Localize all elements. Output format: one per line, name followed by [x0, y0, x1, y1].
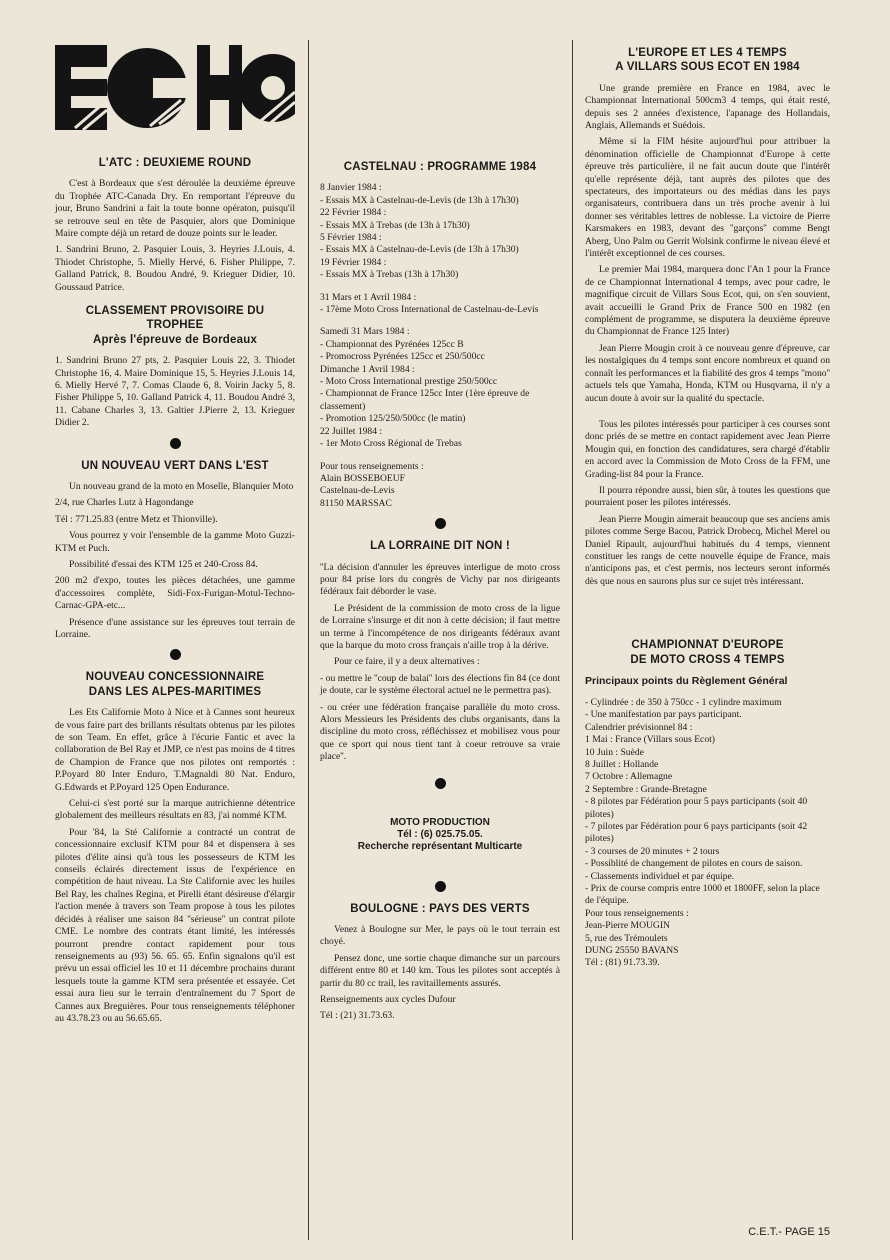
page-number: C.E.T.- PAGE 15: [748, 1226, 830, 1238]
europe-paragraph: Jean Pierre Mougin aimerait beaucoup que ses anciens amis pilotes comme Serge Bacou, Patrick Drobecq, Michel Merel ou Daniel Ripault, aujourd'hui habitués du 4 temps, viennent constituer les rangs de cette nouvelle équipe de France, mais n'anticipons pas, et c'est permis, nos lecteurs seront informés dès que nous en saurons plus sur ce sujet très intéressant.: [585, 513, 830, 587]
vert-paragraph: Possibilité d'essai des KTM 125 et 240-Cross 84.: [69, 559, 258, 570]
text-line: Pour tous renseignements :: [585, 907, 689, 919]
text-line: - Cylindrée : de 350 à 750cc - 1 cylindre maximum: [585, 696, 782, 708]
castelnau-weekend: [320, 326, 560, 450]
europe-paragraph: Même si la FIM hésite aujourd'hui pour attribuer la dénomination officielle de Championnat d'Europe à cette épreuve très particulière, il ne fait aucun doute que l'intérêt qu'elle représente déjà, tant auprès des pilotes que des spectateurs, des importateurs ou des médias dans les pays organisateurs, contribuera dans un très proche avenir à lui donner ses véritables lettres de noblesse. La victoire de Pierre Karsmakers en 1983, devant des ''garçons'' comme Bengt Aberg, Uno Palm ou Gerrit Wolsink confirme le niveau élevé et l'intérêt exceptionnel de ces courses.: [585, 136, 830, 260]
vert-paragraph: 200 m2 d'expo, toutes les pièces détachées, une gamme d'accessoires complète, Sidi-Fox-Furigan-Motul-Techno-Carnac-GPA-etc...: [55, 575, 295, 612]
text-line: Alain BOSSEBOEUF: [320, 472, 406, 484]
atc-paragraph: C'est à Bordeaux que s'est déroulée la deuxième épreuve du Trophée ATC-Canada Dry. En remportant l'épreuve du jour, Bruno Sandrini a fait la toute bonne opératon, puisqu'il se retrouve seul en tête de Pasquier, alors que Dominique Maire compte déjà un retard de douze points sur le leader.: [55, 178, 295, 239]
text-line: - Une manifestation par pays participant.: [585, 709, 742, 721]
column-2: [320, 150, 560, 1027]
classement-heading: [55, 304, 295, 347]
text-line: - Essais MX à Castelnau-de-Levis (de 13h à 17h30): [320, 244, 519, 256]
europe-heading-line: L'EUROPE ET LES 4 TEMPS: [628, 47, 787, 59]
concession-paragraph: Celui-ci s'est porté sur la marque autrichienne détentrice globalement des meilleurs résultats en 83, j'ai nommé KTM.: [55, 798, 295, 822]
lorraine-paragraph: ''La décision d'annuler les épreuves interligue de moto cross pour 84 prise lors du congrès de Vichy par nos dirigeants fédéraux fait déborder le vase.: [320, 561, 560, 598]
text-line: - 1er Moto Cross Régional de Trebas: [320, 438, 462, 450]
vert-paragraph: Vous pourrez y voir l'ensemble de la gamme Moto Guzzi-KTM et Puch.: [55, 530, 295, 554]
text-line: Castelnau-de-Levis: [320, 485, 395, 497]
column-1: [55, 40, 295, 1029]
europe-paragraph: Une grande première en France en 1984, avec le Championnat International 500cm3 4 temps, qui était resté, depuis ses 2 années d'existence, l'apanage des Hollandais, Anglais, Allemands et Suédois.: [585, 82, 830, 131]
section-bullet: [435, 518, 446, 529]
text-line: 22 Février 1984 :: [320, 207, 387, 219]
text-line: 31 Mars et 1 Avril 1984 :: [320, 291, 417, 303]
text-line: Dimanche 1 Avril 1984 :: [320, 363, 415, 375]
boulogne-paragraph: Pensez donc, une sortie chaque dimanche sur un parcours différent entre 80 et 140 km. Tous les pilotes sont acceptés à partir du 80 cc trail, les ravitaillements assurés.: [320, 952, 560, 989]
atc-results: 1. Sandrini Bruno, 2. Pasquier Louis, 3. Heyries J.Louis, 4. Thiodet Christophe, 5. Mielly Hervé, 6. Fisher Philippe, 7. Galland Patrick, 8. Boudou André, 9. Krieguer Didier, 10. Goussaud Patrice.: [55, 244, 295, 293]
text-line: 8 Juillet : Hollande: [585, 758, 659, 770]
text-line: Tél : (81) 91.73.39.: [585, 957, 660, 969]
text-line: 2 Septembre : Grande-Bretagne: [585, 783, 707, 795]
text-line: 10 Juin : Suède: [585, 746, 644, 758]
vert-heading: UN NOUVEAU VERT DANS L'EST: [81, 459, 269, 472]
classement-heading-line: TROPHEE: [146, 319, 204, 332]
text-line: 19 Février 1984 :: [320, 256, 387, 268]
castelnau-contact: [320, 461, 560, 511]
concession-heading-line: NOUVEAU CONCESSIONNAIRE: [85, 671, 265, 684]
text-line: - Classements individuel et par équipe.: [585, 870, 735, 882]
text-line: DUNG 25550 BAVANS: [585, 945, 679, 957]
castelnau-schedule: [320, 182, 560, 281]
vert-paragraph: Un nouveau grand de la moto en Moselle, Blanquier Moto: [69, 480, 294, 492]
lorraine-paragraph: - ou créer une fédération française parallèle du moto cross. Alors Messieurs les Présidents des clubs organisants, dans la discipline du moto cross, réfléchissez et mobilisez vous pour que ce sport qui nous tient tant à coeur retrouve sa vraie place''.: [320, 701, 560, 763]
text-line: - 7 pilotes par Fédération pour 6 pays participants (soit 42 pilotes): [585, 821, 808, 845]
text-line: - 17ème Moto Cross International de Castelnau-de-Levis: [320, 304, 539, 316]
concession-paragraph: Les Ets Californie Moto à Nice et à Cannes sont heureux de vous faire part des brillants résultats obtenus par les pilotes de son Team. En effet, grâce à l'écurie Fantic et avec la collaboration de Bel Ray et JMP, ce n'est pas moins de 4 titres de Champion de France que nos pilotes ont remportés : P.Poyard 80 Inter Enduro, T.Magnaldi 80 Nat. Enduro, G.Edwards et P.Poyard 125 Open Endurance.: [55, 707, 295, 793]
text-line: - Championnat de France 125cc Inter (1ère épreuve de classement): [320, 388, 530, 412]
championnat-rules: [585, 697, 830, 970]
championnat-heading-line: CHAMPIONNAT D'EUROPE: [631, 639, 784, 652]
ad-line: MOTO PRODUCTION: [390, 816, 490, 828]
ad-line: Tél : (6) 025.75.05.: [397, 828, 483, 840]
text-line: - 3 courses de 20 minutes + 2 tours: [585, 845, 720, 857]
text-line: - Possiblité de changement de pilotes en cours de saison.: [585, 858, 803, 870]
section-bullet: [170, 438, 181, 449]
lorraine-paragraph: - ou mettre le ''coup de balai'' lors des élections fin 84 (ce dont je doute, car le système électoral actuel ne le permettra pas).: [320, 672, 560, 697]
boulogne-paragraph: Renseignements aux cycles Dufour: [320, 994, 456, 1005]
vert-paragraph: Présence d'une assistance sur les épreuves tout terrain de Lorraine.: [55, 616, 295, 641]
vert-address: 2/4, rue Charles Lutz à Hagondange: [55, 497, 194, 509]
text-line: Pour tous renseignements :: [320, 460, 424, 472]
classement-paragraph: 1. Sandrini Bruno 27 pts, 2. Pasquier Louis 22, 3. Thiodet Christophe 16, 4. Maire Dominique 15, 5. Heyries J.Louis 14, 6. Mielly Hervé 7, 7. Comas Claude 6, 8. Voirin Jacky 5, 8. Fisher Philippe 5, 10. Galland Patrick 4, 11. Boudou André 3, 11. Cabane Charles 3, 13. Galtier J.Pierre 2, 13. Krieguer Didier 2.: [55, 355, 295, 429]
text-line: 7 Octobre : Allemagne: [585, 771, 673, 783]
text-line: - Moto Cross International prestige 250/500cc: [320, 376, 498, 388]
concession-heading-line: DANS LES ALPES-MARITIMES: [88, 685, 262, 698]
europe-heading-line: A VILLARS SOUS ECOT EN 1984: [615, 61, 800, 74]
column-divider: [572, 40, 573, 1240]
text-line: - 8 pilotes par Fédération pour 5 pays participants (soit 40 pilotes): [585, 796, 808, 820]
ad-line: Recherche représentant Multicarte: [357, 840, 523, 852]
text-line: - Essais MX à Trebas (13h à 17h30): [320, 269, 459, 281]
text-line: - Prix de course compris entre 1000 et 1800FF, selon la place de l'équipe.: [585, 883, 820, 907]
text-line: - Essais MX à Castelnau-de-Levis (de 13h à 17h30): [320, 194, 519, 206]
europe-paragraph: Il pourra répondre aussi, bien sûr, à toutes les questions que pourraient poser les pilotes intéressés.: [585, 484, 830, 509]
text-line: 22 Juillet 1984 :: [320, 425, 383, 437]
europe-paragraph: Le premier Mai 1984, marquera donc l'An 1 pour la France de ce Championnat International 4 temps, avec pour cadre, le magnifique circuit de Villars Sous Ecot, qui, on s'en souvient, avait accueilli le Grand Prix de France 500 en 1982 (en complément de programme, se disputera la deuxième épreuve du Championnat de France 125 Inter): [585, 264, 830, 338]
classement-heading-line: CLASSEMENT PROVISOIRE DU: [85, 305, 265, 318]
section-bullet: [435, 778, 446, 789]
championnat-heading-line: DE MOTO CROSS 4 TEMPS: [630, 653, 785, 666]
europe-heading: [585, 46, 830, 75]
championnat-subtitle: Principaux points du Règlement Général: [585, 674, 788, 687]
text-line: Jean-Pierre MOUGIN: [585, 920, 670, 932]
section-bullet: [435, 881, 446, 892]
atc-heading: L'ATC : DEUXIEME ROUND: [98, 157, 252, 169]
text-line: - Promotion 125/250/500cc (le matin): [320, 413, 466, 425]
text-line: - Promocross Pyrénées 125cc et 250/500cc: [320, 351, 485, 363]
classement-heading-line: Après l'épreuve de Bordeaux: [92, 333, 258, 346]
text-line: 1 Mai : France (Villars sous Ecot): [585, 734, 715, 746]
lorraine-paragraph: Le Président de la commission de moto cross de la ligue de Lorraine s'insurge et dit non à cette décision; il faut mettre un terme à l'incompétence de nos dirigeants fédéraux avant que la barque du moto cross français n'aille trop à la dérive.: [320, 602, 560, 651]
lorraine-paragraph: Pour ce faire, il y a deux alternatives :: [334, 656, 480, 668]
echos-logo: [55, 40, 295, 135]
text-line: - Championnat des Pyrénées 125cc B: [320, 338, 464, 350]
concession-paragraph: Pour '84, la Sté Californie a contracté un contrat de concessionnaire exclusif KTM pour 84 et dispensera à ses pilotes d'élite ainsi qu'à tous les possesseurs de KTM les conseils éclairés directement issus de l'expérience en compétition de haut niveau. La Ste Californie avec les huiles Bel Ray, les chaînes Regina, et Pirelli étant désireuse d'élargir l'action menée à travers son Team propose à tous les pilotes décidés à réaliser une saison 84 ''sérieuse'' un contrat pilote CME. Le nombre des contrats étant limité, les intéressés pourront prendre contact rapidement pour tous renseignements au (93) 56. 65. 65. Enfin signalons qu'il est prévu un essai officiel les 10 et 11 décembre prochains durant lesquels toute la gamme KTM sera présentée et essayée. Cet essai aura lieu sur le terrain d'entraînement du 7 Sport de Cannes aux Breguières. Pour tous renseignements téléphoner au 43.78.23 ou au 56.65.65.: [55, 826, 295, 1024]
moto-production-ad: [320, 817, 560, 853]
text-line: - Essais MX à Trebas (de 13h à 17h30): [320, 219, 470, 231]
championnat-heading: [585, 638, 830, 667]
text-line: 5 Février 1984 :: [320, 232, 382, 243]
column-3: [585, 40, 830, 970]
text-line: 8 Janvier 1984 :: [320, 182, 382, 194]
castelnau-heading: CASTELNAU : PROGRAMME 1984: [343, 161, 537, 173]
text-line: 5, rue des Trémoulets: [585, 932, 668, 944]
vert-phone: Tél : 771.25.83 (entre Metz et Thionville).: [55, 513, 218, 525]
column-divider: [308, 40, 309, 1240]
text-line: 81150 MARSSAC: [320, 497, 392, 509]
lorraine-heading: LA LORRAINE DIT NON !: [370, 540, 510, 553]
section-bullet: [170, 649, 181, 660]
text-line: Calendrier prévisionnel 84 :: [585, 721, 693, 733]
boulogne-paragraph: Tél : (21) 31.73.63.: [320, 1010, 395, 1022]
boulogne-heading: BOULOGNE : PAYS DES VERTS: [350, 902, 530, 915]
europe-paragraph: Tous les pilotes intéressés pour participer à ces courses sont donc priés de se mettre en contact rapidement avec Jean Pierre Mougin qui, en fonction des candidatures, sera chargé d'établir en accord avec la Commission de Moto Cross de la FFM, une Grading-list 84 pour la France.: [585, 418, 830, 480]
text-line: Samedi 31 Mars 1984 :: [320, 326, 410, 338]
concession-heading: [55, 670, 295, 699]
europe-paragraph: Jean Pierre Mougin croit à ce nouveau genre d'épreuve, car les nostalgiques du 4 temps sont encore nombreux et quand on connaît les performances et la fiabilité des gros 4 temps ''mono'' actuels tels que Yamaha, Honda, KTM ou Husqvarna, il n'y a aucun doute à avoir sur la qualité du spectacle.: [585, 342, 830, 404]
boulogne-paragraph: Venez à Boulogne sur Mer, le pays où le tout terrain est choyé.: [320, 923, 560, 948]
castelnau-international: [320, 292, 560, 317]
